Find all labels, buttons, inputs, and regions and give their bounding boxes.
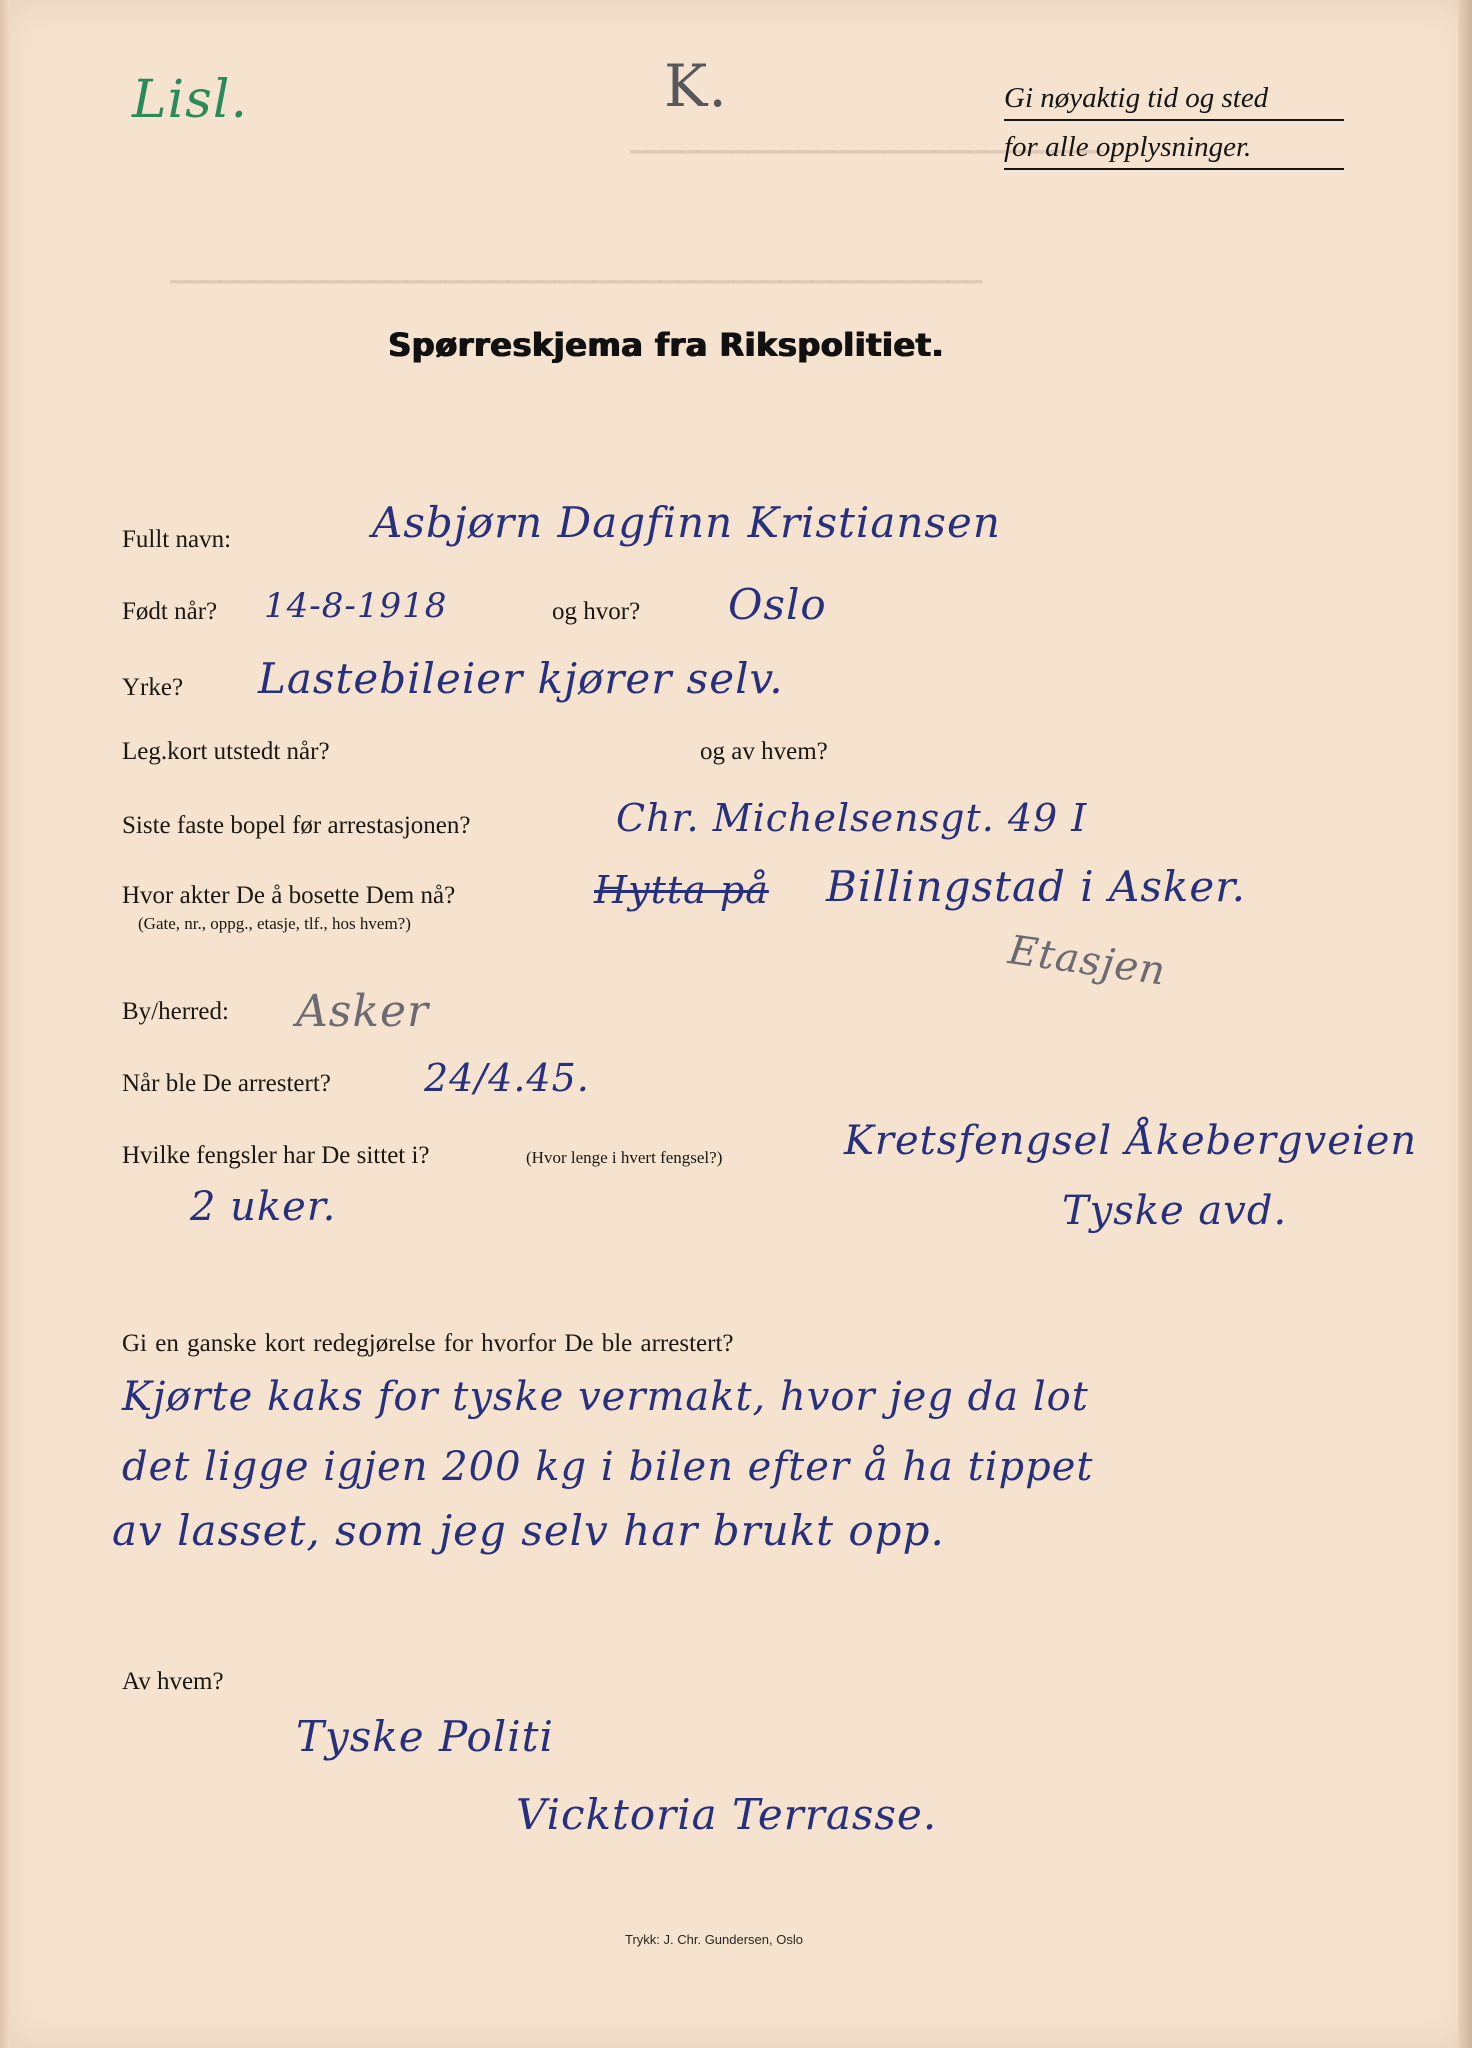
settle-sub-label: (Gate, nr., oppg., etasje, tlf., hos hvem?) — [138, 914, 411, 933]
notice-line-1: Gi nøyaktig tid og sted — [1004, 80, 1344, 121]
form-title: Spørreskjema fra Rikspolitiet. — [388, 326, 944, 364]
paper-edge-right — [1458, 0, 1472, 2048]
prisons-duration: 2 uker. — [190, 1184, 337, 1230]
prisons-value-1: Kretsfengsel Åkebergveien — [844, 1118, 1418, 1164]
reason-line-2: det ligge igjen 200 kg i bilen efter å ha tippet — [122, 1444, 1094, 1490]
arrested-label: Når ble De arrestert? — [122, 1070, 331, 1097]
born-label: Født når? — [122, 598, 218, 625]
name-value: Asbjørn Dagfinn Kristiansen — [372, 498, 1001, 547]
where-label: og hvor? — [552, 598, 641, 625]
prisons-sub-label: (Hvor lenge i hvert fengsel?) — [526, 1148, 723, 1167]
born-value: 14-8-1918 — [264, 586, 448, 626]
legkort-label: Leg.kort utstedt når? — [122, 738, 330, 765]
municipality-label: By/herred: — [122, 998, 229, 1025]
bleed-through-text: ▁▁▁▁▁▁▁▁▁▁▁▁▁▁▁▁▁▁▁▁▁▁▁▁▁▁▁▁▁▁▁▁▁▁▁▁▁▁▁▁▁▁▁▁▁▁▁▁ — [170, 258, 983, 283]
prisons-label: Hvilke fengsler har De sittet i? — [122, 1142, 430, 1169]
address-value: Chr. Michelsensgt. 49 I — [616, 796, 1088, 840]
reason-label: Gi en ganske kort redegjørelse for hvorfor De ble arrestert? — [122, 1330, 734, 1357]
bleed-through-text: ▁▁▁▁▁▁▁▁▁▁▁▁▁▁▁▁▁▁▁▁▁▁▁▁▁▁▁▁ — [630, 128, 1104, 153]
reason-line-3: av lasset, som jeg selv har brukt opp. — [112, 1506, 945, 1555]
notice-line-2: for alle opplysninger. — [1004, 129, 1344, 170]
prisons-value-2: Tyske avd. — [1062, 1188, 1288, 1234]
instruction-notice — [1004, 80, 1344, 178]
occupation-value: Lastebileier kjører selv. — [258, 654, 784, 703]
settle-struck-value: Hytta på — [594, 868, 769, 912]
printer-credit: Trykk: J. Chr. Gundersen, Oslo — [625, 1932, 803, 1947]
initials-mark: Lisl. — [132, 70, 249, 130]
occupation-label: Yrke? — [122, 674, 184, 701]
k-mark: K. — [664, 52, 728, 120]
settle-pencil-note: Etasjen — [1005, 927, 1169, 995]
reason-line-1: Kjørte kaks for tyske vermakt, hvor jeg da lot — [122, 1374, 1089, 1420]
arrested-value: 24/4.45. — [424, 1056, 590, 1100]
settle-label: Hvor akter De å bosette Dem nå? — [122, 882, 456, 909]
by-whom-value-2: Vicktoria Terrasse. — [516, 1790, 938, 1839]
settle-value: Billingstad i Asker. — [826, 862, 1247, 911]
address-label: Siste faste bopel før arrestasjonen? — [122, 812, 471, 839]
by-whom-value-1: Tyske Politi — [296, 1712, 554, 1761]
name-label: Fullt navn: — [122, 526, 232, 553]
paper-edge-left — [0, 0, 10, 2048]
where-value: Oslo — [728, 580, 827, 629]
legkort-by-label: og av hvem? — [700, 738, 828, 765]
municipality-value: Asker — [296, 986, 430, 1037]
by-whom-label: Av hvem? — [122, 1668, 224, 1695]
